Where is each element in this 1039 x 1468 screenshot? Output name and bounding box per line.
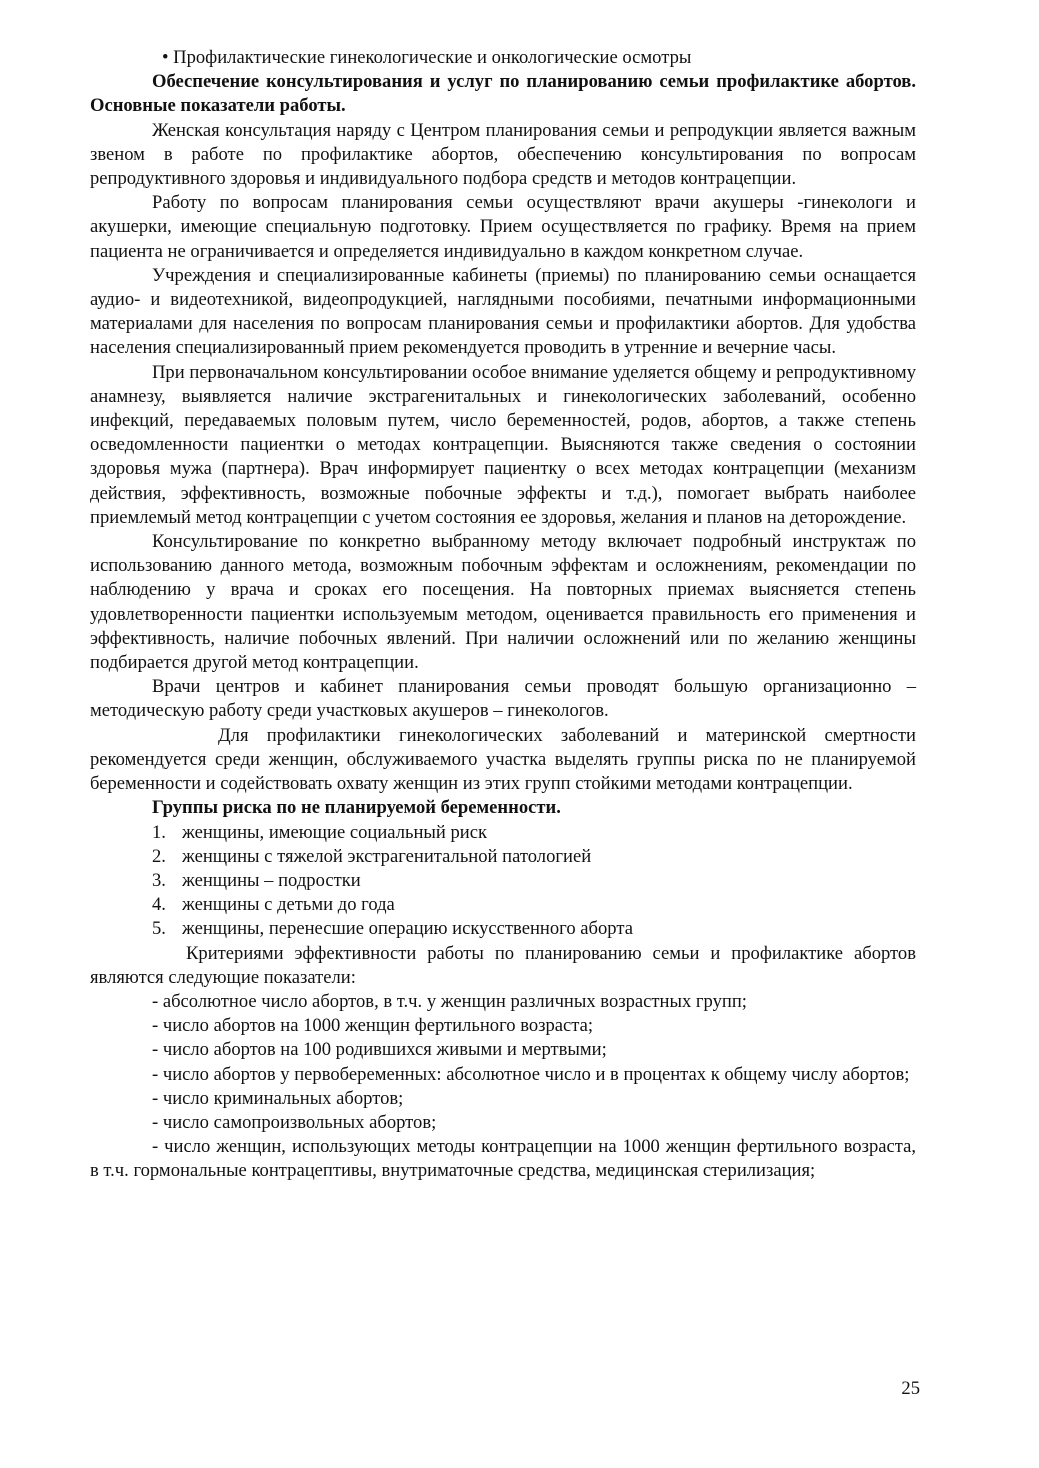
paragraph-staff: Работу по вопросам планирования семьи осуществляют врачи акушеры -гинекологи и акушерки, имеющие специальную подготовку. Прием осуществляется по графику. Время на прием пациента не ограничивается и определяется индивидуально в каждом конкретном случае. xyxy=(90,192,916,262)
list-item xyxy=(90,845,916,869)
bullet-item: • Профилактические гинекологические и онкологические осмотры xyxy=(162,47,692,68)
criteria-item: - число абортов на 1000 женщин фертильного возраста; xyxy=(152,1015,594,1037)
risk-groups-list xyxy=(90,821,916,942)
paragraph-method-consultation: Консультирование по конкретно выбранному методу включает подробный инструктаж по использованию данного метода, возможным побочным эффектам и осложнениям, рекомендации по наблюдению у врача и сроках его посещения. На повторных приемах выясняется степень удовлетворенности пациентки используемым методом, оценивается правильность его применения и эффективность, наличие побочных явлений. При наличии осложнений или по желанию женщины подбирается другой метод контрацепции. xyxy=(90,531,916,674)
list-item-text: женщины, перенесшие операцию искусственного аборта xyxy=(182,918,633,940)
criteria-item: - абсолютное число абортов, в т.ч. у женщин различных возрастных групп; xyxy=(152,990,747,1012)
list-item xyxy=(90,893,916,917)
document-page xyxy=(90,46,916,1184)
criteria-item: - число абортов на 100 родившихся живыми и мертвыми; xyxy=(152,1039,607,1061)
criteria-item: - число самопроизвольных абортов; xyxy=(152,1111,437,1133)
list-item-number: 2. xyxy=(152,845,166,867)
list-item-text: женщины с тяжелой экстрагенитальной патологией xyxy=(182,845,592,867)
paragraph-methodical-work: Врачи центров и кабинет планирования семьи проводят большую организационно – методическую работу среди участковых акушеров – гинекологов. xyxy=(90,676,916,722)
list-item-number: 4. xyxy=(152,894,166,916)
list-item xyxy=(90,821,916,845)
criteria-intro: Критериями эффективности работы по планированию семьи и профилактике абортов являются следующие показатели: xyxy=(90,942,916,988)
list-item xyxy=(90,917,916,941)
page-number: 25 xyxy=(901,1378,920,1399)
paragraph-equipment: Учреждения и специализированные кабинеты (приемы) по планированию семьи оснащается аудио- и видеотехникой, видеопродукцией, наглядными пособиями, печатными информационными материалами для населения по вопросам планирования семьи и профилактики абортов. Для удобства населения специализированный прием рекомендуется проводить в утренние и вечерние часы. xyxy=(90,264,916,359)
list-item-text: женщины, имеющие социальный риск xyxy=(182,821,488,843)
paragraph-first-consultation: При первоначальном консультировании особое внимание уделяется общему и репродуктивному анамнезу, выявляется наличие экстрагенитальных и гинекологических заболеваний, особенно инфекций, передаваемых половым путем, число беременностей, родов, абортов, а также степень осведомленности пациентки о методах контрацепции. Выясняются также сведения о состоянии здоровья мужа (партнера). Врач информирует пациентку о всех методах контрацепции (механизм действия, эффективность, возможные побочные эффекты и т.д.), помогает выбрать наиболее приемлемый метод контрацепции с учетом состояния ее здоровья, желания и планов на деторождение. xyxy=(90,361,916,528)
paragraph-risk-groups-intro: Для профилактики гинекологических заболеваний и материнской смертности рекомендуется среди женщин, обслуживаемого участка выделять группы риска по не планируемой беременности и содействовать охвату женщин из этих групп стойкими методами контрацепции. xyxy=(90,724,916,795)
list-item-text: женщины с детьми до года xyxy=(182,894,395,916)
criteria-item: - число криминальных абортов; xyxy=(152,1087,404,1109)
criteria-item: - число женщин, использующих методы контрацепции на 1000 женщин фертильного возраста, в т.ч. гормональные контрацептивы, внутриматочные средства, медицинская стерилизация; xyxy=(90,1136,916,1182)
list-item-number: 5. xyxy=(152,918,166,940)
criteria-item: - число абортов у первобеременных: абсолютное число и в процентах к общему числу абортов; xyxy=(152,1063,910,1085)
section-heading: Обеспечение консультирования и услуг по планированию семьи профилактике абортов. Основные показатели работы. xyxy=(90,71,916,117)
risk-groups-heading: Группы риска по не планируемой беременности. xyxy=(152,797,561,819)
list-item xyxy=(90,869,916,893)
paragraph-consultation: Женская консультация наряду с Центром планирования семьи и репродукции является важным звеном в работе по профилактике абортов, обеспечению консультирования по вопросам репродуктивного здоровья и индивидуального подбора средств и методов контрацепции. xyxy=(90,119,916,190)
list-item-number: 3. xyxy=(152,869,166,891)
list-item-text: женщины – подростки xyxy=(182,869,361,891)
list-item-number: 1. xyxy=(152,821,166,843)
